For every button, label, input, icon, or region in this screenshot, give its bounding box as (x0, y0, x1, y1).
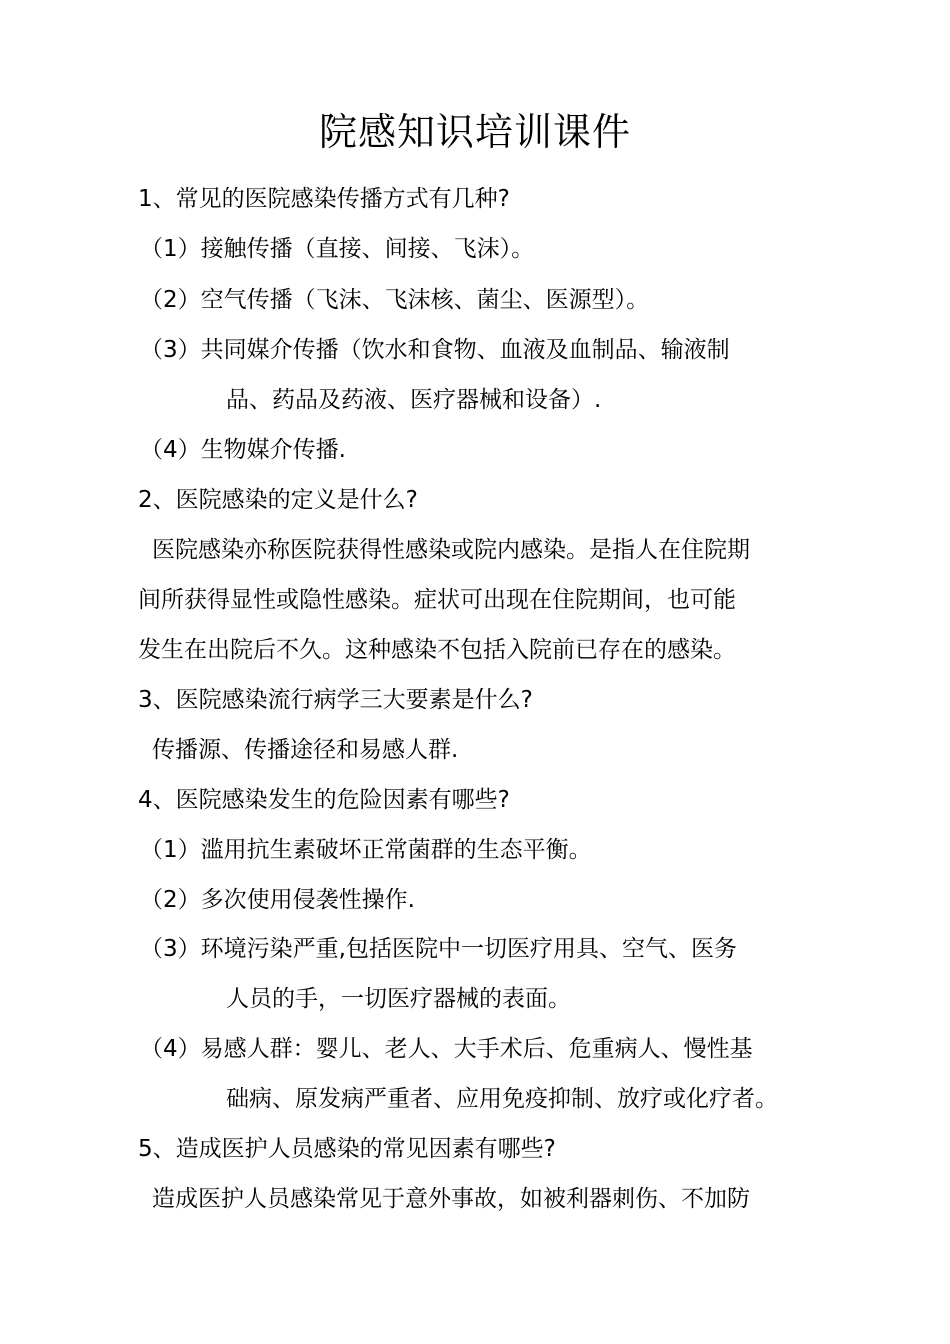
answer-1-item-3: （3）共同媒介传播（饮水和食物、血液及血制品、输液制 (140, 337, 730, 363)
question-3: 3、医院感染流行病学三大要素是什么? (138, 687, 533, 713)
answer-1-item-1: （1）接触传播（直接、间接、飞沫）。 (140, 236, 535, 262)
answer-4-item-3-cont: 人员的手，一切医疗器械的表面。 (226, 986, 571, 1012)
answer-4-item-4: （4）易感人群：婴儿、老人、大手术后、危重病人、慢性基 (140, 1036, 753, 1062)
answer-1-item-2: （2）空气传播（飞沫、飞沫核、菌尘、医源型）。 (140, 287, 650, 313)
answer-4-item-1: （1）滥用抗生素破坏正常菌群的生态平衡。 (140, 837, 592, 863)
question-2: 2、医院感染的定义是什么? (138, 487, 418, 513)
answer-4-item-3: （3）环境污染严重,包括医院中一切医疗用具、空气、医务 (140, 936, 737, 962)
document-title: 院感知识培训课件 (318, 110, 631, 154)
answer-1-item-3-cont: 品、药品及药液、医疗器械和设备）. (226, 387, 602, 413)
answer-5-line-1: 造成医护人员感染常见于意外事故，如被利器刺伤、不加防 (152, 1186, 750, 1212)
answer-4-item-2: （2）多次使用侵袭性操作. (140, 887, 415, 913)
question-5: 5、造成医护人员感染的常见因素有哪些? (138, 1136, 556, 1162)
question-1: 1、常见的医院感染传播方式有几种? (138, 186, 510, 212)
answer-2-line-3: 发生在出院后不久。这种感染不包括入院前已存在的感染。 (138, 637, 736, 663)
answer-4-item-4-cont: 础病、原发病严重者、应用免疫抑制、放疗或化疗者。 (226, 1086, 778, 1112)
answer-1-item-4: （4）生物媒介传播. (140, 437, 346, 463)
answer-2-line-1: 医院感染亦称医院获得性感染或院内感染。是指人在住院期 (152, 537, 750, 563)
answer-3: 传播源、传播途径和易感人群. (152, 737, 459, 763)
answer-2-line-2: 间所获得显性或隐性感染。症状可出现在住院期间，也可能 (138, 587, 736, 613)
question-4: 4、医院感染发生的危险因素有哪些? (138, 787, 510, 813)
